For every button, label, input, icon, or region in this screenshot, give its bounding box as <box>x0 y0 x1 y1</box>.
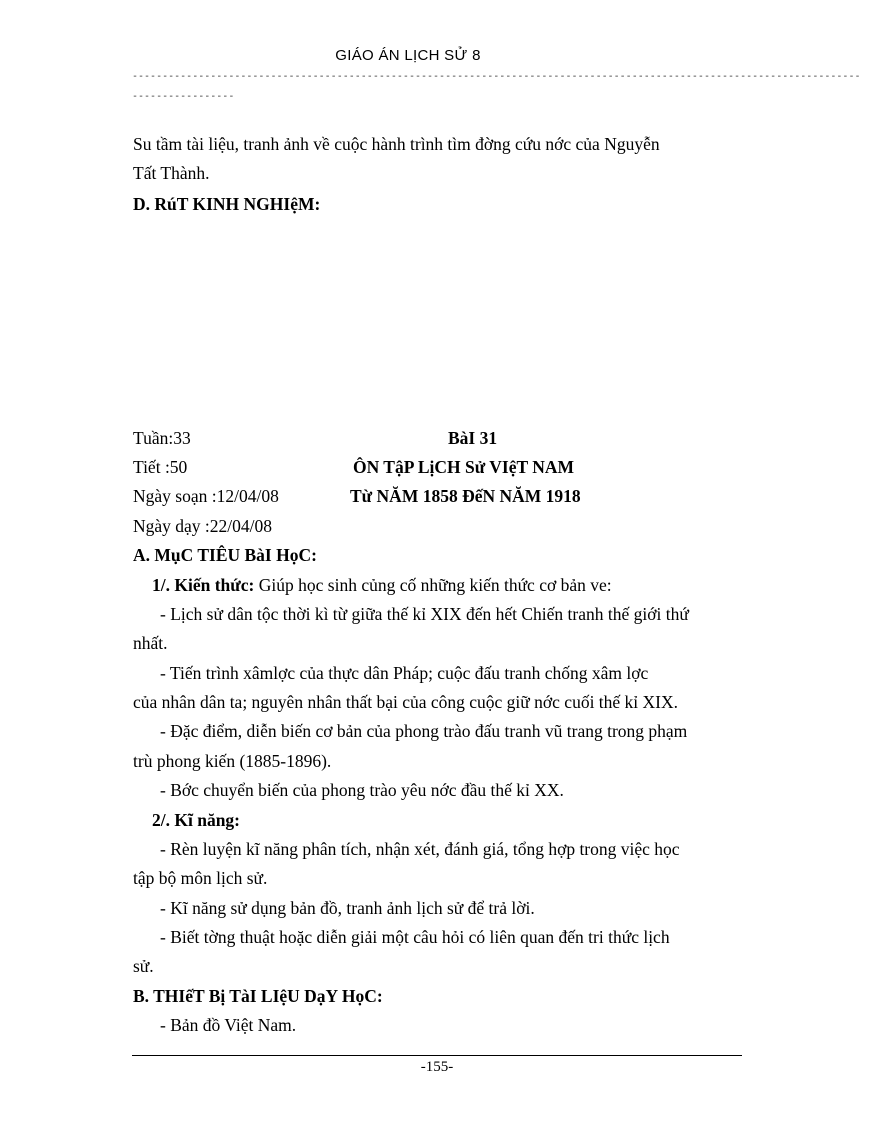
intro-line-2: Tất Thành. <box>133 163 210 183</box>
skill-item-3-line-1: - Biết tờng thuật hoặc diễn giải một câu hỏi có liên quan đến tri thức lịch <box>160 927 670 947</box>
lesson-date-taught: Ngày dạy :22/04/08 <box>133 516 273 536</box>
knowledge-line <box>152 575 612 595</box>
knowledge-item-2-line-2: của nhân dân ta; nguyên nhân thất bại của công cuộc giữ nớc cuối thế kỉ XIX. <box>133 692 679 712</box>
section-d-heading: D. RúT KINH NGHIệM: <box>133 194 321 214</box>
skill-item-1-line-2: tập bộ môn lịch sử. <box>133 868 268 888</box>
knowledge-item-1-line-2: nhất. <box>133 633 168 653</box>
lesson-title-line-1: ÔN TậP LịCH Sử VIệT NAM <box>353 457 575 477</box>
skills-label: 2/. Kĩ năng: <box>152 810 241 830</box>
section-b-heading: B. THIếT Bị TàI LIệU DạY HọC: <box>133 986 383 1006</box>
knowledge-item-3-line-2: trù phong kiến (1885-1896). <box>133 751 332 771</box>
knowledge-item-4: - Bớc chuyển biến của phong trào yêu nớc đầu thế kỉ XX. <box>160 780 564 800</box>
lesson-date-prepared: Ngày soạn :12/04/08 <box>133 486 279 506</box>
footer-rule <box>132 1055 742 1056</box>
skill-item-3-line-2: sử. <box>133 956 154 976</box>
lesson-title-line-2: Từ NĂM 1858 ĐếN NĂM 1918 <box>350 486 581 506</box>
lesson-number: BàI 31 <box>448 428 498 448</box>
section-a-heading: A. MụC TIÊU BàI HọC: <box>133 545 317 565</box>
header-dash-line-2: ----------------- <box>132 91 235 102</box>
lesson-period: Tiết :50 <box>133 457 188 477</box>
knowledge-item-1-line-1: - Lịch sử dân tộc thời kì từ giữa thế kỉ XIX đến hết Chiến tranh thế giới thứ <box>160 604 689 624</box>
knowledge-text: Giúp học sinh củng cố những kiến thức cơ bản ve: <box>254 575 612 595</box>
lesson-week: Tuần:33 <box>133 428 191 448</box>
knowledge-item-3-line-1: - Đặc điểm, diễn biến cơ bản của phong trào đấu tranh vũ trang trong phạm <box>160 721 688 741</box>
knowledge-label: 1/. Kiến thức: <box>152 575 255 595</box>
page-header-title: GIÁO ÁN LỊCH SỬ 8 <box>335 47 481 64</box>
knowledge-item-2-line-1: - Tiến trình xâmlợc của thực dân Pháp; cuộc đấu tranh chống xâm lợc <box>160 663 649 683</box>
intro-line-1: Su tầm tài liệu, tranh ảnh về cuộc hành trình tìm đờng cứu nớc của Nguyễn <box>133 134 660 154</box>
skill-item-2: - Kĩ năng sử dụng bản đồ, tranh ảnh lịch sử để trả lời. <box>160 898 535 918</box>
skill-item-1-line-1: - Rèn luyện kĩ năng phân tích, nhận xét, đánh giá, tổng hợp trong việc học <box>160 839 680 859</box>
equipment-item-1: - Bản đồ Việt Nam. <box>160 1015 297 1035</box>
header-dash-line-1: ------------------------------------------------------------------------------------------------------------------------- <box>132 71 861 82</box>
page-number: -155- <box>420 1059 454 1075</box>
